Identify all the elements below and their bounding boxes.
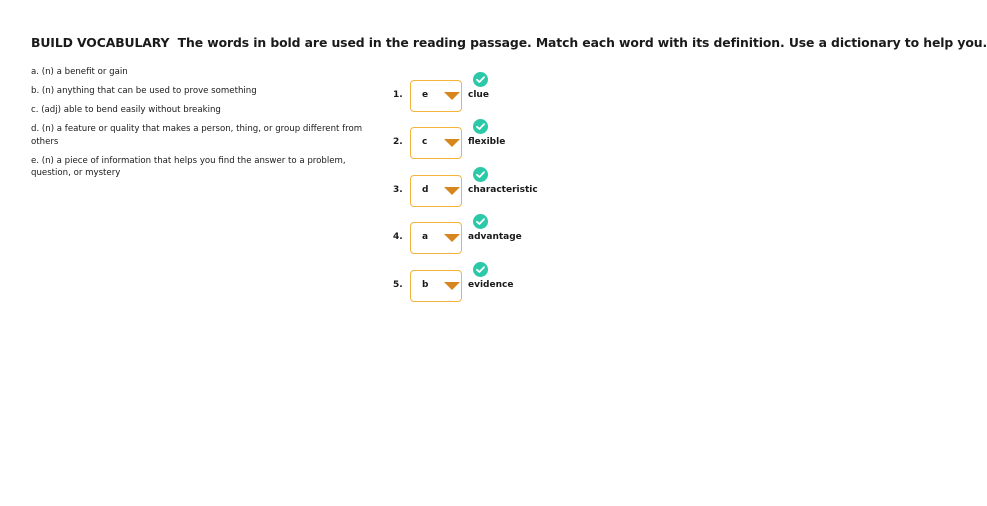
checkmark-icon	[473, 72, 488, 87]
answer-dropdown[interactable]	[410, 80, 462, 112]
chevron-down-icon	[444, 282, 460, 290]
question-row	[393, 270, 593, 304]
instructions	[31, 35, 987, 50]
selected-answer: a	[422, 232, 429, 242]
vocabulary-word: flexible	[468, 137, 506, 147]
checkmark-icon	[473, 214, 488, 229]
chevron-down-icon	[444, 139, 460, 147]
vocabulary-word: characteristic	[468, 185, 538, 195]
definitions-list	[31, 66, 371, 186]
selected-answer: b	[422, 280, 429, 290]
vocabulary-word: clue	[468, 90, 489, 100]
question-number: 2.	[393, 137, 403, 147]
answer-dropdown[interactable]	[410, 222, 462, 254]
question-row	[393, 175, 593, 209]
question-number: 5.	[393, 280, 403, 290]
question-row	[393, 222, 593, 256]
instructions-text: The words in bold are used in the reading passage. Match each word with its definition. Use a dictionary to help you.	[177, 35, 987, 50]
instructions-heading: BUILD VOCABULARY	[31, 35, 170, 50]
answer-dropdown[interactable]	[410, 175, 462, 207]
chevron-down-icon	[444, 92, 460, 100]
checkmark-icon	[473, 119, 488, 134]
selected-answer: d	[422, 185, 429, 195]
definition-item: e. (n) a piece of information that helps you find the answer to a problem, question, or mystery	[31, 155, 346, 178]
definition-item: c. (adj) able to bend easily without breaking	[31, 105, 221, 115]
definition-item: b. (n) anything that can be used to prove something	[31, 86, 257, 96]
chevron-down-icon	[444, 234, 460, 242]
answer-dropdown[interactable]	[410, 270, 462, 302]
question-number: 4.	[393, 232, 403, 242]
checkmark-icon	[473, 262, 488, 277]
definition-item: d. (n) a feature or quality that makes a person, thing, or group different from others	[31, 124, 363, 147]
vocabulary-word: evidence	[468, 280, 514, 290]
vocabulary-word: advantage	[468, 232, 522, 242]
chevron-down-icon	[444, 187, 460, 195]
question-row	[393, 127, 593, 161]
answer-dropdown[interactable]	[410, 127, 462, 159]
question-row	[393, 80, 593, 114]
selected-answer: c	[422, 137, 428, 147]
checkmark-icon	[473, 167, 488, 182]
definition-item: a. (n) a benefit or gain	[31, 67, 128, 77]
selected-answer: e	[422, 90, 429, 100]
question-number: 1.	[393, 90, 403, 100]
question-number: 3.	[393, 185, 403, 195]
